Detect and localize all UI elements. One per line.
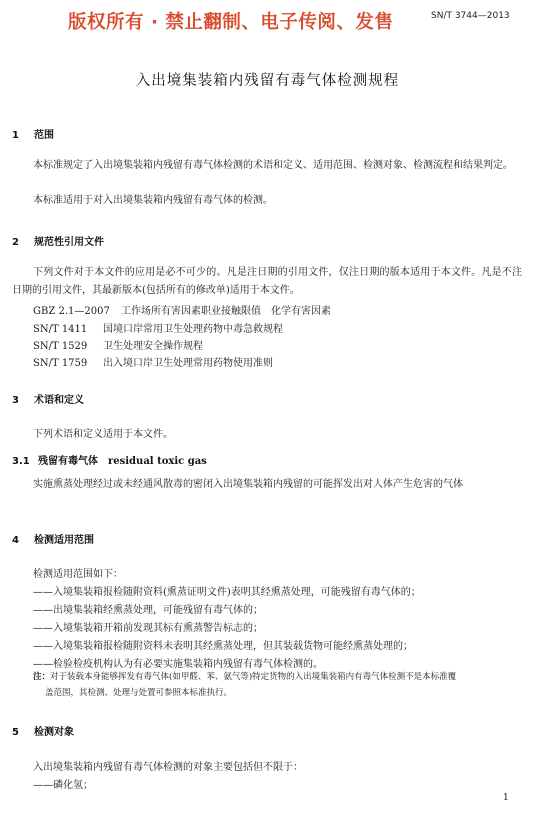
section-3-heading (12, 391, 84, 406)
section-5-heading (12, 723, 74, 738)
section-number: 2 (12, 237, 19, 248)
list-item: ——检验检疫机构认为有必要实施集装箱内残留有毒气体检测的。 (33, 659, 323, 670)
term-number: 3.1 (12, 456, 30, 467)
section-number: 3 (12, 395, 19, 406)
section-5-intro: 入出境集装箱内残留有毒气体检测的对象主要包括但不限于： (33, 762, 303, 773)
term-english: residual toxic gas (108, 456, 207, 467)
copyright-watermark: 版权所有 · 禁止翻制、电子传阅、发售 (68, 12, 394, 33)
note-continuation: 盖范围，其检测、处理与处置可参照本标准执行。 (45, 687, 233, 698)
section-3-intro: 下列术语和定义适用于本文件。 (33, 429, 173, 440)
list-item: ——入境集装箱开箱前发现其标有熏蒸警告标志的； (33, 623, 263, 634)
term-3-1-definition: 实施熏蒸处理经过或未经通风散毒的密闭入出境集装箱内残留的可能挥发出对人体产生危害的气体 (33, 479, 463, 490)
section-title: 检测对象 (34, 727, 74, 738)
term-chinese: 残留有毒气体 (38, 456, 98, 467)
page-number: 1 (503, 793, 509, 803)
document-number: SN/T 3744—2013 (431, 11, 510, 21)
section-2-intro: 下列文件对于本文件的应用是必不可少的。凡是注日期的引用文件，仅注日期的版本适用于本文件。凡是不注日期的引用文件，其最新版本(包括所有的修改单)适用于本文件。 (12, 267, 522, 296)
section-number: 1 (12, 130, 19, 141)
reference-title: 国境口岸常用卫生处理药物中毒急救规程 (103, 324, 283, 335)
section-number: 5 (12, 727, 19, 738)
reference-item (33, 354, 273, 369)
section-title: 检测适用范围 (34, 535, 94, 546)
reference-title: 工作场所有害因素职业接触限值 化学有害因素 (121, 306, 331, 317)
reference-code: SN/T 1411 (33, 324, 88, 335)
reference-item (33, 320, 283, 335)
reference-title: 卫生处理安全操作规程 (103, 341, 203, 352)
section-title: 范围 (34, 130, 54, 141)
reference-item (33, 302, 331, 317)
section-number: 4 (12, 535, 19, 546)
list-item: ——入境集装箱报检随附资料未表明其经熏蒸处理，但其装载货物可能经熏蒸处理的； (33, 641, 413, 652)
document-title: 入出境集装箱内残留有毒气体检测规程 (135, 73, 400, 89)
note-label: 注： (33, 672, 51, 682)
section-1-heading (12, 126, 54, 141)
note-text: 对于装载本身能够挥发有毒气体(如甲醛、苯、氨气等)特定货物的入出境集装箱内有毒气体检测不是本标准覆 (50, 672, 457, 682)
reference-code: GBZ 2.1—2007 (33, 306, 110, 317)
list-item: ——入境集装箱报检随附资料(熏蒸证明文件)表明其经熏蒸处理，可能残留有毒气体的； (33, 587, 421, 598)
list-item: ——磷化氢； (33, 780, 93, 791)
term-3-1-heading (12, 452, 207, 467)
section-1-paragraph-1: 本标准规定了入出境集装箱内残留有毒气体检测的术语和定义、适用范围、检测对象、检测流程和结果判定。 (33, 160, 513, 171)
reference-code: SN/T 1759 (33, 358, 88, 369)
list-item: ——出境集装箱经熏蒸处理，可能残留有毒气体的； (33, 605, 263, 616)
section-2-heading (12, 233, 104, 248)
reference-title: 出入境口岸卫生处理常用药物使用准则 (103, 358, 273, 369)
reference-item (33, 337, 203, 352)
section-4-note (33, 670, 523, 701)
reference-code: SN/T 1529 (33, 341, 88, 352)
section-1-paragraph-2: 本标准适用于对入出境集装箱内残留有毒气体的检测。 (33, 195, 273, 206)
section-4-heading (12, 531, 94, 546)
section-4-intro: 检测适用范围如下： (33, 569, 123, 580)
section-title: 术语和定义 (34, 395, 84, 406)
section-title: 规范性引用文件 (34, 237, 104, 248)
